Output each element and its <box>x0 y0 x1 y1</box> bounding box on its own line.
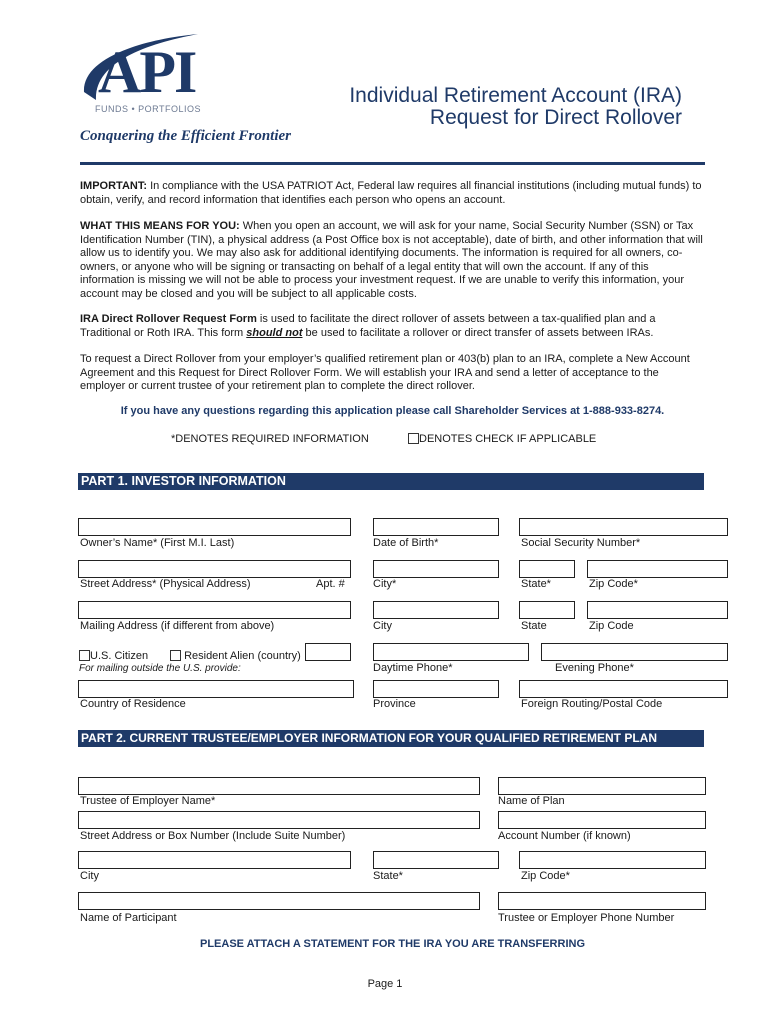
mailing-address-label: Mailing Address (if different from above) <box>80 620 275 632</box>
account-number-input[interactable] <box>498 811 706 829</box>
us-citizen-checkbox[interactable] <box>79 650 90 661</box>
zip-input[interactable] <box>587 560 728 578</box>
account-number-label: Account Number (if known) <box>498 830 631 842</box>
daytime-phone-label: Daytime Phone* <box>373 662 453 674</box>
province-input[interactable] <box>373 680 499 698</box>
trustee-zip-label: Zip Code* <box>521 870 570 882</box>
state-label: State* <box>521 578 551 590</box>
plan-name-input[interactable] <box>498 777 706 795</box>
ssn-input[interactable] <box>519 518 728 536</box>
daytime-phone-input[interactable] <box>373 643 529 661</box>
street-address-label: Street Address* (Physical Address) <box>80 578 251 590</box>
trustee-city-label: City <box>80 870 99 882</box>
mailing-state-input[interactable] <box>519 601 575 619</box>
important-notice <box>80 180 705 207</box>
mailing-outside-note: For mailing outside the U.S. provide: <box>79 663 241 674</box>
street-box-input[interactable] <box>78 811 480 829</box>
city-label: City* <box>373 578 397 590</box>
api-logo-subtitle: FUNDS • PORTFOLIOS <box>95 104 201 114</box>
form-text-2: be used to facilitate a rollover or direct transfer of assets between IRAs. <box>302 326 654 339</box>
questions-line: If you have any questions regarding this application please call Shareholder Services at 1-888-933-8274. <box>120 405 665 417</box>
should-not: should not <box>246 326 303 339</box>
trustee-zip-input[interactable] <box>519 851 706 869</box>
state-input[interactable] <box>519 560 575 578</box>
foreign-routing-input[interactable] <box>519 680 728 698</box>
dob-label: Date of Birth* <box>373 537 439 549</box>
trustee-name-label: Trustee of Employer Name* <box>80 795 216 807</box>
page-title-line2: Request for Direct Rollover <box>429 106 682 129</box>
header-divider <box>80 162 705 165</box>
city-input[interactable] <box>373 560 499 578</box>
trustee-state-input[interactable] <box>373 851 499 869</box>
what-label: WHAT THIS MEANS FOR YOU: <box>80 220 240 232</box>
mailing-zip-label: Zip Code <box>589 620 634 632</box>
form-label: IRA Direct Rollover Request Form <box>80 313 257 325</box>
resident-alien-label: Resident Alien (country) <box>184 650 301 662</box>
trustee-city-input[interactable] <box>78 851 351 869</box>
important-text: In compliance with the USA PATRIOT Act, Federal law requires all financial institutions (including mutual funds) to obtain, verify, and record information that identifies each person who opens an account. <box>80 180 702 206</box>
page-number: Page 1 <box>367 978 403 990</box>
participant-name-input[interactable] <box>78 892 480 910</box>
required-legend: *DENOTES REQUIRED INFORMATION <box>171 433 369 445</box>
us-citizen-option[interactable] <box>79 650 148 662</box>
check-legend <box>408 433 596 445</box>
owners-name-label: Owner’s Name* (First M.I. Last) <box>80 537 235 549</box>
province-label: Province <box>373 698 416 710</box>
country-of-residence-input[interactable] <box>78 680 354 698</box>
mailing-city-input[interactable] <box>373 601 499 619</box>
trustee-phone-label: Trustee or Employer Phone Number <box>498 912 675 924</box>
ssn-label: Social Security Number* <box>521 537 641 549</box>
request-instructions: To request a Direct Rollover from your employer’s qualified retirement plan or 403(b) plan to an IRA, complete a New Account Agreement and this Request for Direct Rollover Form. We will establish your IRA and send a letter of acceptance to the employer or current trustee of your retirement plan to complete the direct rollover. <box>80 353 690 393</box>
evening-phone-input[interactable] <box>541 643 728 661</box>
resident-alien-checkbox[interactable] <box>170 650 181 661</box>
mailing-city-label: City <box>373 620 392 632</box>
participant-name-label: Name of Participant <box>80 912 177 924</box>
trustee-name-input[interactable] <box>78 777 480 795</box>
apt-label: Apt. # <box>316 578 345 590</box>
tagline: Conquering the Efficient Frontier <box>80 128 292 144</box>
check-legend-text: DENOTES CHECK IF APPLICABLE <box>419 433 597 445</box>
what-text: When you open an account, we will ask for your name, Social Security Number (SSN) or Tax Identification Number (TIN), a physical address (a Post Office box is not acceptable), date of birth, and other information that will allow us to identify you. We may also ask for additional identifying documents. The information is required for all owners, co-owners, or anyone who will be signing or transacting on behalf of a legal entity that will own the account. If any of this information is missing we will not be able to process your investment request. If we are unable to verify this information, your account may be closed and you will be subject to all applicable costs. <box>80 220 703 300</box>
legend-checkbox <box>408 433 419 444</box>
attach-statement-note: PLEASE ATTACH A STATEMENT FOR THE IRA YOU ARE TRANSFERRING <box>200 938 585 950</box>
page-title-line1: Individual Retirement Account (IRA) <box>349 84 682 107</box>
street-address-input[interactable] <box>78 560 351 578</box>
trustee-state-label: State* <box>373 870 403 882</box>
form-text-1: is used to facilitate the direct rollover of assets between a tax-qualified plan and a Traditional or Roth IRA. This form <box>80 313 656 339</box>
mailing-address-input[interactable] <box>78 601 351 619</box>
country-of-residence-label: Country of Residence <box>80 698 186 710</box>
us-citizen-label: U.S. Citizen <box>90 650 149 662</box>
api-logo-text: API <box>98 39 196 105</box>
what-this-means <box>80 220 705 302</box>
resident-alien-country-input[interactable] <box>305 643 351 661</box>
part2-header: PART 2. CURRENT TRUSTEE/EMPLOYER INFORMATION FOR YOUR QUALIFIED RETIREMENT PLAN <box>78 730 704 747</box>
mailing-state-label: State <box>521 620 547 632</box>
evening-phone-label: Evening Phone* <box>555 662 634 674</box>
part1-header: PART 1. INVESTOR INFORMATION <box>78 473 704 490</box>
date-of-birth-input[interactable] <box>373 518 499 536</box>
zip-label: Zip Code* <box>589 578 638 590</box>
form-purpose <box>80 313 705 340</box>
mailing-zip-input[interactable] <box>587 601 728 619</box>
resident-alien-option[interactable] <box>170 650 301 662</box>
important-label: IMPORTANT: <box>80 180 148 192</box>
owners-name-input[interactable] <box>78 518 351 536</box>
plan-name-label: Name of Plan <box>498 795 565 807</box>
foreign-routing-label: Foreign Routing/Postal Code <box>521 698 663 710</box>
trustee-phone-input[interactable] <box>498 892 706 910</box>
street-box-label: Street Address or Box Number (Include Suite Number) <box>80 830 346 842</box>
